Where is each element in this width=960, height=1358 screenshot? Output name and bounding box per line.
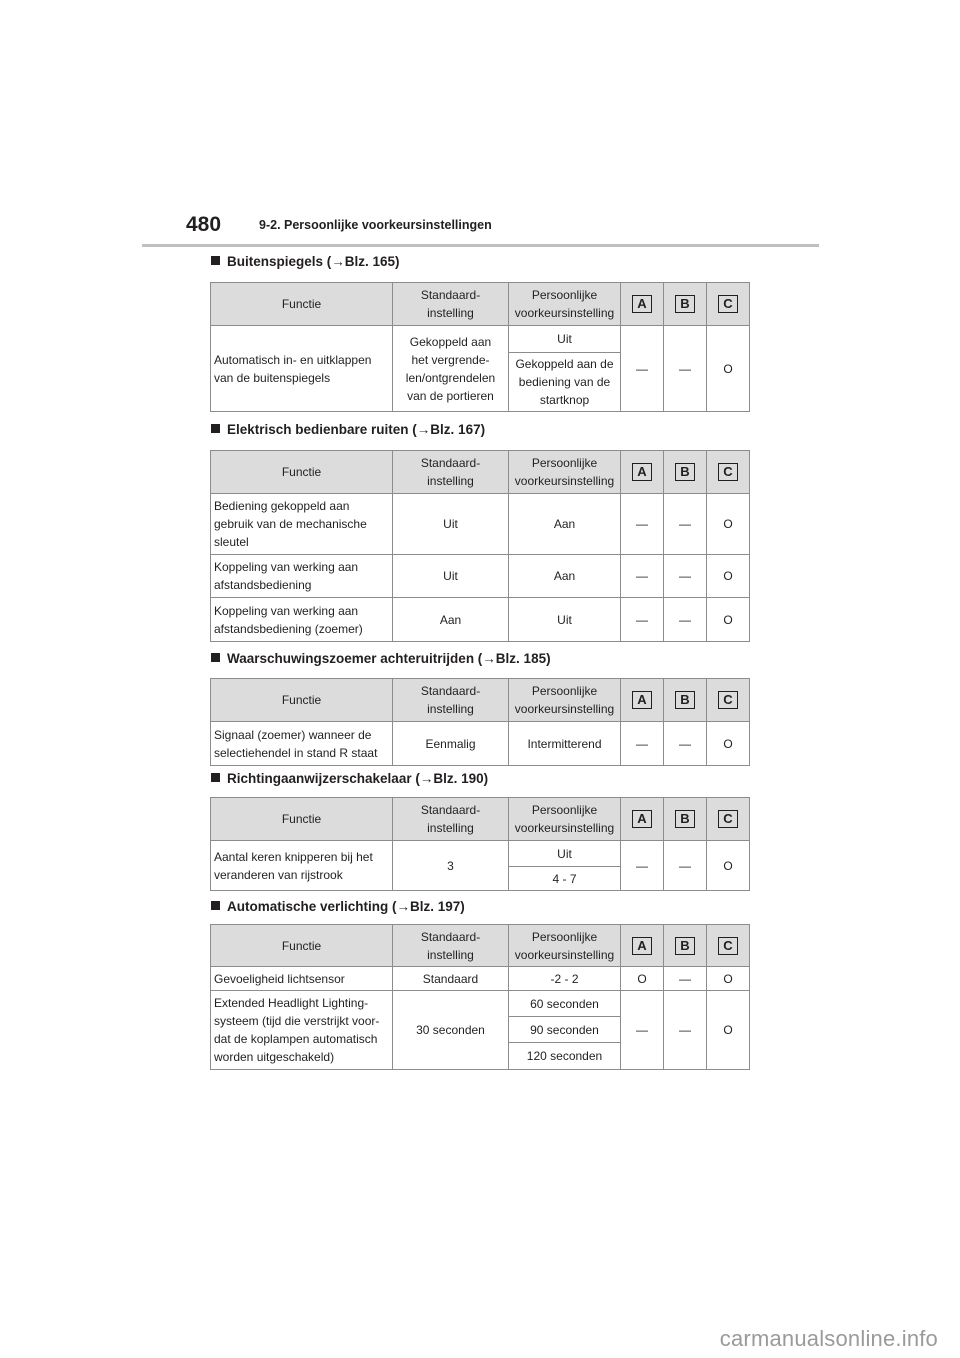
default-cell: Aan — [393, 598, 509, 642]
letter-a-icon: A — [632, 810, 652, 828]
table-row — [211, 841, 750, 867]
column-b-cell: — — [664, 494, 707, 555]
function-cell: Signaal (zoemer) wanneer de selectiehendel in stand R staat — [211, 722, 393, 766]
letter-c-icon: C — [718, 810, 738, 828]
column-b-cell: — — [664, 841, 707, 891]
default-cell: Uit — [393, 555, 509, 598]
header-persoonlijke: Persoonlijke voorkeursinstelling — [509, 283, 621, 326]
letter-a-icon: A — [632, 295, 652, 313]
letter-c-icon: C — [718, 463, 738, 481]
header-c — [707, 451, 750, 494]
header-standaard: Standaard- instelling — [393, 798, 509, 841]
header-a — [621, 798, 664, 841]
letter-a-icon: A — [632, 691, 652, 709]
function-cell: Extended Headlight Lighting- systeem (tijd die verstrijkt voor- dat de koplampen automatisch worden uitgeschakeld) — [211, 991, 393, 1070]
default-cell: Eenmalig — [393, 722, 509, 766]
letter-b-icon: B — [675, 810, 695, 828]
table-row — [211, 991, 750, 1017]
header-standaard: Standaard- instelling — [393, 925, 509, 967]
header-standaard: Standaard- instelling — [393, 283, 509, 326]
section-heading-ruiten: Elektrisch bedienbare ruiten (→Blz. 167) — [211, 422, 485, 437]
table-header-row — [211, 798, 750, 841]
header-persoonlijke: Persoonlijke voorkeursinstelling — [509, 798, 621, 841]
letter-b-icon: B — [675, 691, 695, 709]
default-cell: 3 — [393, 841, 509, 891]
option-cell: 60 seconden — [509, 991, 621, 1017]
section-heading-buitenspiegels: Buitenspiegels (→Blz. 165) — [211, 254, 400, 269]
letter-b-icon: B — [675, 463, 695, 481]
column-c-cell: O — [707, 991, 750, 1070]
column-b-cell: — — [664, 991, 707, 1070]
table-row — [211, 326, 750, 353]
letter-c-icon: C — [718, 295, 738, 313]
option-cell: Uit — [509, 841, 621, 867]
option-cell: Gekoppeld aan de bediening van de startknop — [509, 353, 621, 412]
option-cell: Intermitterend — [509, 722, 621, 766]
option-cell: Aan — [509, 494, 621, 555]
header-b — [664, 283, 707, 326]
square-bullet-icon — [211, 424, 220, 433]
option-cell: -2 - 2 — [509, 967, 621, 991]
default-cell: Standaard — [393, 967, 509, 991]
letter-a-icon: A — [632, 463, 652, 481]
header-standaard: Standaard- instelling — [393, 451, 509, 494]
square-bullet-icon — [211, 901, 220, 910]
column-c-cell: O — [707, 598, 750, 642]
settings-table-verlichting — [210, 924, 750, 1070]
header-functie: Functie — [211, 679, 393, 722]
table-row — [211, 598, 750, 642]
table-header-row — [211, 679, 750, 722]
header-functie: Functie — [211, 451, 393, 494]
column-a-cell: — — [621, 494, 664, 555]
header-c — [707, 925, 750, 967]
table-header-row — [211, 925, 750, 967]
header-c — [707, 283, 750, 326]
default-cell: 30 seconden — [393, 991, 509, 1070]
header-persoonlijke: Persoonlijke voorkeursinstelling — [509, 925, 621, 967]
section-heading-achteruitrijden: Waarschuwingszoemer achteruitrijden (→Blz. 185) — [211, 651, 551, 666]
page-number: 480 — [186, 213, 222, 236]
table-header-row — [211, 451, 750, 494]
column-b-cell: — — [664, 967, 707, 991]
header-c — [707, 798, 750, 841]
header-persoonlijke: Persoonlijke voorkeursinstelling — [509, 451, 621, 494]
column-a-cell: — — [621, 722, 664, 766]
header-a — [621, 925, 664, 967]
column-c-cell: O — [707, 967, 750, 991]
default-cell: Gekoppeld aan het vergrende- len/ontgrendelen van de portieren — [393, 326, 509, 412]
column-b-cell: — — [664, 555, 707, 598]
column-c-cell: O — [707, 555, 750, 598]
table-row — [211, 555, 750, 598]
column-a-cell: — — [621, 555, 664, 598]
column-a-cell: — — [621, 598, 664, 642]
letter-c-icon: C — [718, 937, 738, 955]
header-b — [664, 798, 707, 841]
option-cell: 4 - 7 — [509, 867, 621, 891]
settings-table-richtingaanwijzer — [210, 797, 750, 891]
square-bullet-icon — [211, 653, 220, 662]
option-cell: Aan — [509, 555, 621, 598]
column-c-cell: O — [707, 326, 750, 412]
letter-b-icon: B — [675, 295, 695, 313]
letter-b-icon: B — [675, 937, 695, 955]
option-cell: Uit — [509, 326, 621, 353]
column-a-cell: — — [621, 991, 664, 1070]
header-a — [621, 283, 664, 326]
header-functie: Functie — [211, 925, 393, 967]
function-cell: Automatisch in- en uitklappen van de buitenspiegels — [211, 326, 393, 412]
column-c-cell: O — [707, 841, 750, 891]
default-cell: Uit — [393, 494, 509, 555]
header-a — [621, 451, 664, 494]
column-a-cell: — — [621, 326, 664, 412]
function-cell: Koppeling van werking aan afstandsbediening — [211, 555, 393, 598]
option-cell: Uit — [509, 598, 621, 642]
column-b-cell: — — [664, 598, 707, 642]
column-c-cell: O — [707, 494, 750, 555]
column-a-cell: O — [621, 967, 664, 991]
letter-a-icon: A — [632, 937, 652, 955]
header-divider — [142, 244, 819, 247]
settings-table-ruiten — [210, 450, 750, 642]
option-cell: 120 seconden — [509, 1043, 621, 1070]
column-c-cell: O — [707, 722, 750, 766]
function-cell: Aantal keren knipperen bij het veranderen van rijstrook — [211, 841, 393, 891]
function-cell: Bediening gekoppeld aan gebruik van de mechanische sleutel — [211, 494, 393, 555]
section-heading-verlichting: Automatische verlichting (→Blz. 197) — [211, 899, 465, 914]
section-heading-richtingaanwijzer: Richtingaanwijzerschakelaar (→Blz. 190) — [211, 771, 488, 786]
table-header-row — [211, 283, 750, 326]
table-row — [211, 967, 750, 991]
chapter-title: 9-2. Persoonlijke voorkeursinstellingen — [259, 218, 492, 232]
watermark: carmanualsonline.info — [719, 1326, 938, 1351]
header-b — [664, 679, 707, 722]
settings-table-achteruitrijden — [210, 678, 750, 766]
header-standaard: Standaard- instelling — [393, 679, 509, 722]
function-cell: Koppeling van werking aan afstandsbediening (zoemer) — [211, 598, 393, 642]
square-bullet-icon — [211, 773, 220, 782]
header-c — [707, 679, 750, 722]
header-a — [621, 679, 664, 722]
column-a-cell: — — [621, 841, 664, 891]
column-b-cell: — — [664, 722, 707, 766]
option-cell: 90 seconden — [509, 1017, 621, 1043]
header-b — [664, 925, 707, 967]
function-cell: Gevoeligheid lichtsensor — [211, 967, 393, 991]
letter-c-icon: C — [718, 691, 738, 709]
table-row — [211, 722, 750, 766]
table-row — [211, 494, 750, 555]
settings-table-buitenspiegels — [210, 282, 750, 412]
square-bullet-icon — [211, 256, 220, 265]
column-b-cell: — — [664, 326, 707, 412]
header-persoonlijke: Persoonlijke voorkeursinstelling — [509, 679, 621, 722]
header-functie: Functie — [211, 283, 393, 326]
header-b — [664, 451, 707, 494]
header-functie: Functie — [211, 798, 393, 841]
